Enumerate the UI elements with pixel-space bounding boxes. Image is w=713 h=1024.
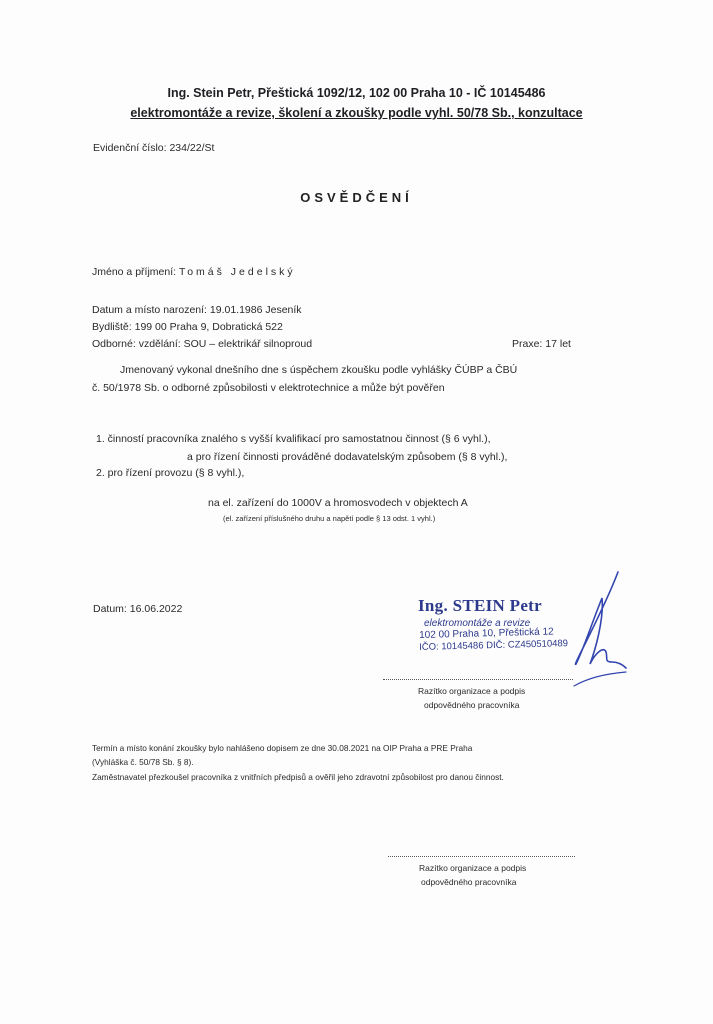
address-row: Bydliště: 199 00 Praha 9, Dobratická 522 <box>92 321 283 333</box>
footer-note-2: (Vyhláška č. 50/78 Sb. § 8). <box>92 757 194 767</box>
list-item-1: 1. činností pracovníka znalého s vyšší kvalifikací pro samostatnou činnost (§ 6 vyhl.), <box>96 433 491 445</box>
signature-label-2a: Razítko organizace a podpis <box>419 863 527 873</box>
signature-label-1b: odpovědného pracovníka <box>424 700 520 710</box>
list-item-1-continuation: a pro řízení činnosti prováděné dodavatelským způsobem (§ 8 vyhl.), <box>187 451 508 463</box>
stamp-line-2: 102 00 Praha 10, Přeštická 12 <box>419 626 554 641</box>
stamp-line-1: elektromontáže a revize <box>424 618 531 629</box>
education-row: Odborné: vzdělání: SOU – elektrikář silnoproud <box>92 338 313 350</box>
document-title: OSVĚDČENÍ <box>300 190 413 205</box>
praxe-value: Praxe: 17 let <box>512 338 571 350</box>
scope-note: (el. zařízení příslušného druhu a napětí podle § 13 odst. 1 vyhl.) <box>223 514 436 523</box>
name-value: Tomáš Jedelský <box>178 266 296 278</box>
list-item-2: 2. pro řízení provozu (§ 8 vyhl.), <box>96 467 245 479</box>
footer-note-1: Termín a místo konání zkoušky bylo nahlášeno dopisem ze dne 30.08.2021 na OIP Praha a PRE Praha <box>92 743 473 753</box>
stamp-line-3: IČO: 10145486 DIČ: CZ450510489 <box>419 638 569 653</box>
name-row <box>92 266 296 278</box>
signature-label-2b: odpovědného pracovníka <box>421 877 517 887</box>
statement-line-2: č. 50/1978 Sb. o odborné způsobilosti v elektrotechnice a může být pověřen <box>92 382 445 394</box>
scope-text: na el. zařízení do 1000V a hromosvodech v objektech A <box>208 497 468 509</box>
name-label: Jméno a příjmení: <box>92 266 179 278</box>
evidence-number: Evidenční číslo: 234/22/St <box>93 142 215 154</box>
issue-date: Datum: 16.06.2022 <box>93 603 183 615</box>
header-company-line: Ing. Stein Petr, Přeštická 1092/12, 102 00 Praha 10 - IČ 10145486 <box>167 86 546 100</box>
statement-line-1: Jmenovaný vykonal dnešního dne s úspěchem zkoušku podle vyhlášky ČÚBP a ČBÚ <box>120 364 518 376</box>
signature-line-1 <box>383 679 573 680</box>
stamp-name: Ing. STEIN Petr <box>418 596 542 615</box>
header-services-line: elektromontáže a revize, školení a zkoušky podle vyhl. 50/78 Sb., konzultace <box>130 106 583 120</box>
company-stamp <box>418 596 569 653</box>
footer-note-3: Zaměstnavatel přezkoušel pracovníka z vnitřních předpisů a ověřil jeho zdravotní způsobilost pro danou činnost. <box>92 772 504 782</box>
birth-row: Datum a místo narození: 19.01.1986 Jeseník <box>92 304 302 316</box>
handwritten-signature-icon <box>560 568 630 688</box>
signature-line-2 <box>388 856 575 857</box>
signature-label-1a: Razítko organizace a podpis <box>418 686 526 696</box>
